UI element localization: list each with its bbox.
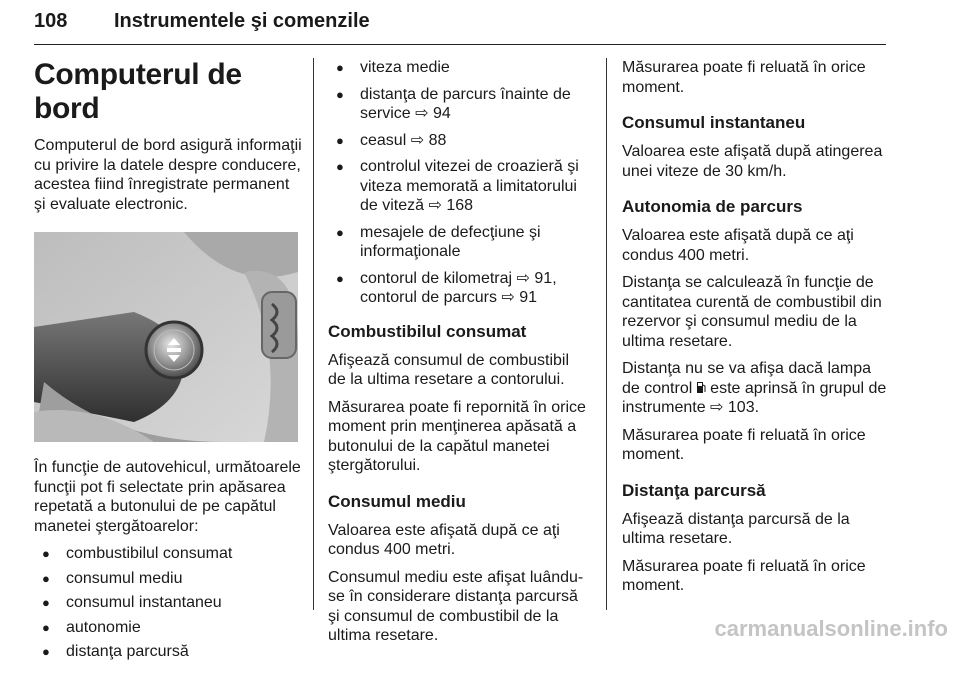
paragraph: Măsurarea poate fi reluată în orice moment. (622, 59, 866, 96)
column-right (622, 58, 890, 604)
column-left (34, 58, 302, 676)
fuel-pump-icon (697, 380, 706, 393)
paragraph: Consumul mediu este afişat luându-se în considerare distanţa parcursă şi consumul de combustibil de la ultima resetare. (328, 568, 584, 644)
functions-list (34, 544, 302, 662)
wiper-stalk-button-photo (34, 232, 298, 442)
page-reference[interactable]: ⇨ 168 (428, 197, 474, 214)
section-heading: Consumul instantaneu (622, 113, 806, 132)
paragraph: Afişează distanţa parcursă de la ultima resetare. (622, 510, 850, 547)
list-item: ● viteza medie (328, 58, 590, 78)
functions-paragraph: În funcţie de autovehicul, următoarele funcţii pot fi selectate prin apăsarea repetată a butonului de pe capătul manetei ştergătoarelor: (34, 459, 301, 535)
wiper-stalk-illustration (34, 232, 298, 442)
section-heading: Consumul mediu (328, 491, 466, 511)
paragraph: Valoarea este afişată după atingerea unei viteze de 30 km/h. (622, 143, 883, 180)
paragraph: Distanţa nu se va afişa dacă lampa de control este aprinsă în grupul de instrumente ⇨ 103. (622, 360, 887, 416)
paragraph: Distanţa se calculează în funcţie de cantitatea curentă de combustibil din rezervor şi consumul mediu de la ultima resetare. (622, 274, 882, 350)
paragraph: Valoarea este afişată după ce aţi condus 400 metri. (328, 521, 560, 558)
functions-list-continued (328, 58, 590, 308)
page-header (34, 4, 886, 45)
paragraph: Măsurarea poate fi repornită în orice moment prin menţinerea apăsată a butonului de la capătul manetei ştergătorului. (328, 398, 586, 474)
paragraph: Valoarea este afişată după ce aţi condus 400 metri. (622, 227, 854, 264)
page-number: 108 (34, 10, 68, 32)
section-heading: Distanţa parcursă (622, 480, 766, 500)
page-reference-icon: ⇨ (710, 399, 724, 416)
page-reference[interactable]: ⇨ 103. (710, 399, 760, 416)
column-divider (313, 58, 314, 610)
page-reference[interactable]: ⇨ 91, (516, 269, 557, 287)
page-reference[interactable]: ⇨ 91 (501, 289, 538, 306)
page-reference-icon: ⇨ (516, 269, 530, 287)
list-item: ● ceasul ⇨ 88 (328, 131, 590, 151)
paragraph: Afişează consumul de combustibil de la ultima resetare a contorului. (328, 351, 570, 388)
page-reference-icon: ⇨ (410, 131, 425, 149)
list-item: ● consumul instantaneu (34, 593, 302, 613)
list-item: ● distanţa parcursă (34, 642, 302, 662)
list-item: ● autonomie (34, 618, 302, 638)
column-middle (328, 58, 590, 654)
list-item: ● mesajele de defecţiune şi informaţionale (328, 223, 590, 262)
page-reference-icon: ⇨ (428, 197, 442, 214)
section-heading: Autonomia de parcurs (622, 197, 803, 216)
page-reference-icon: ⇨ (501, 289, 515, 306)
list-item: ● controlul vitezei de croazieră şi viteza memorată a limitatorului de viteză ⇨ 168 (328, 157, 590, 216)
list-item: ● consumul mediu (34, 569, 302, 589)
list-item: ● distanţa de parcurs înainte de service ⇨ 94 (328, 85, 590, 124)
list-item: ● combustibilul consumat (34, 544, 302, 564)
paragraph: Măsurarea poate fi reluată în orice moment. (622, 557, 866, 594)
intro-paragraph: Computerul de bord asigură informaţii cu privire la datele despre conducere, acestea fiind înregistrate permanent şi evaluate electronic. (34, 137, 302, 213)
page-title: Computerul de bord (34, 58, 242, 125)
page-reference[interactable]: ⇨ 88 (410, 131, 447, 149)
list-item: ● contorul de kilometraj ⇨ 91, contorul de parcurs ⇨ 91 (328, 269, 590, 308)
column-divider (606, 58, 607, 610)
section-title: Instrumentele şi comenzile (114, 10, 370, 32)
page-reference[interactable]: ⇨ 94 (415, 105, 451, 122)
paragraph: Măsurarea poate fi reluată în orice moment. (622, 426, 866, 463)
page-reference-icon: ⇨ (415, 105, 429, 122)
section-heading: Combustibilul consumat (328, 321, 527, 341)
